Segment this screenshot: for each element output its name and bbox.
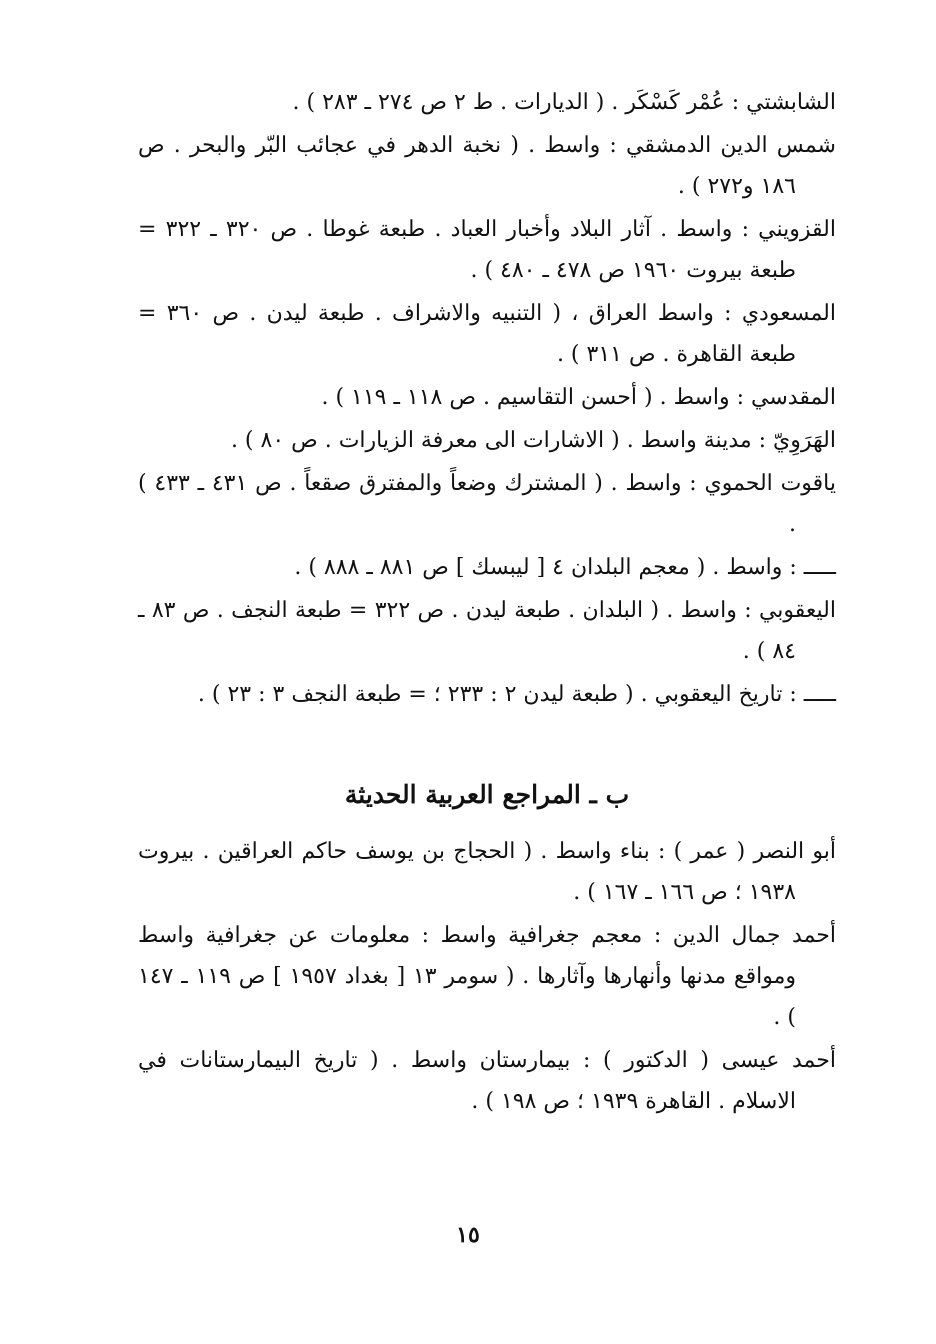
reference-entry: أبو النصر ( عمر ) : بناء واسط . ( الحجاج بن يوسف حاكم العراقين . بيروت ١٩٣٨ ؛ ص ١٦٦ ـ ١٦٧ ) . [138, 839, 836, 905]
reference-entry: ـــــ : تاريخ اليعقوبي . ( طبعة ليدن ٢ : ٢٣٣ ؛ = طبعة النجف ٣ : ٢٣ ) . [197, 682, 836, 707]
reference-entry: اليعقوبي : واسط . ( البلدان . طبعة ليدن . ص ٣٢٢ = طبعة النجف . ص ٨٣ ـ ٨٤ ) . [138, 598, 836, 664]
reference-entry: ياقوت الحموي : واسط . ( المشترك وضعاً والمفترق صقعاً . ص ٤٣١ ـ ٤٣٣ ) . [138, 471, 836, 537]
reference-entry: أحمد عيسى ( الدكتور ) : بيمارستان واسط . ( تاريخ البيمارستانات في الاسلام . القاهرة ١٩٣٩ ؛ ص ١٩٨ ) . [138, 1048, 836, 1114]
section-b [138, 831, 836, 1122]
reference-entry: الشابشتي : عُمْر كَسْكَر . ( الديارات . ط ٢ ص ٢٧٤ ـ ٢٨٣ ) . [292, 90, 836, 115]
reference-entry: شمس الدين الدمشقي : واسط . ( نخبة الدهر في عجائب البّر والبحر . ص ١٨٦ و٢٧٢ ) . [138, 133, 836, 199]
reference-entry: المسعودي : واسط العراق ، ( التنبيه والاشراف . طبعة ليدن . ص ٣٦٠ = طبعة القاهرة . ص ٣١١ ) . [138, 301, 836, 367]
section-a [138, 82, 836, 715]
reference-entry: أحمد جمال الدين : معجم جغرافية واسط : معلومات عن جغرافية واسط ومواقع مدنها وأنهارها وآثارها . ( سومر ١٣ [ بغداد ١٩٥٧ ] ص ١١٩ ـ ١٤٧ ) . [138, 923, 836, 1030]
document-page [138, 82, 836, 1124]
reference-entry: ـــــ : واسط . ( معجم البلدان ٤ [ ليبسك ] ص ٨٨١ ـ ٨٨٨ ) . [294, 555, 836, 580]
reference-entry: القزويني : واسط . آثار البلاد وأخبار العباد . طبعة غوطا . ص ٣٢٠ ـ ٣٢٢ = طبعة بيروت ١٩٦٠ ص ٤٧٨ ـ ٤٨٠ ) . [138, 217, 836, 283]
reference-entry: الهَرَوِيّ : مدينة واسط . ( الاشارات الى معرفة الزيارات . ص ٨٠ ) . [230, 428, 836, 453]
page-number: ١٥ [456, 1222, 480, 1248]
section-heading: ب ـ المراجع العربية الحديثة [344, 780, 630, 809]
reference-entry: المقدسي : واسط . ( أحسن التقاسيم . ص ١١٨ ـ ١١٩ ) . [321, 385, 836, 410]
